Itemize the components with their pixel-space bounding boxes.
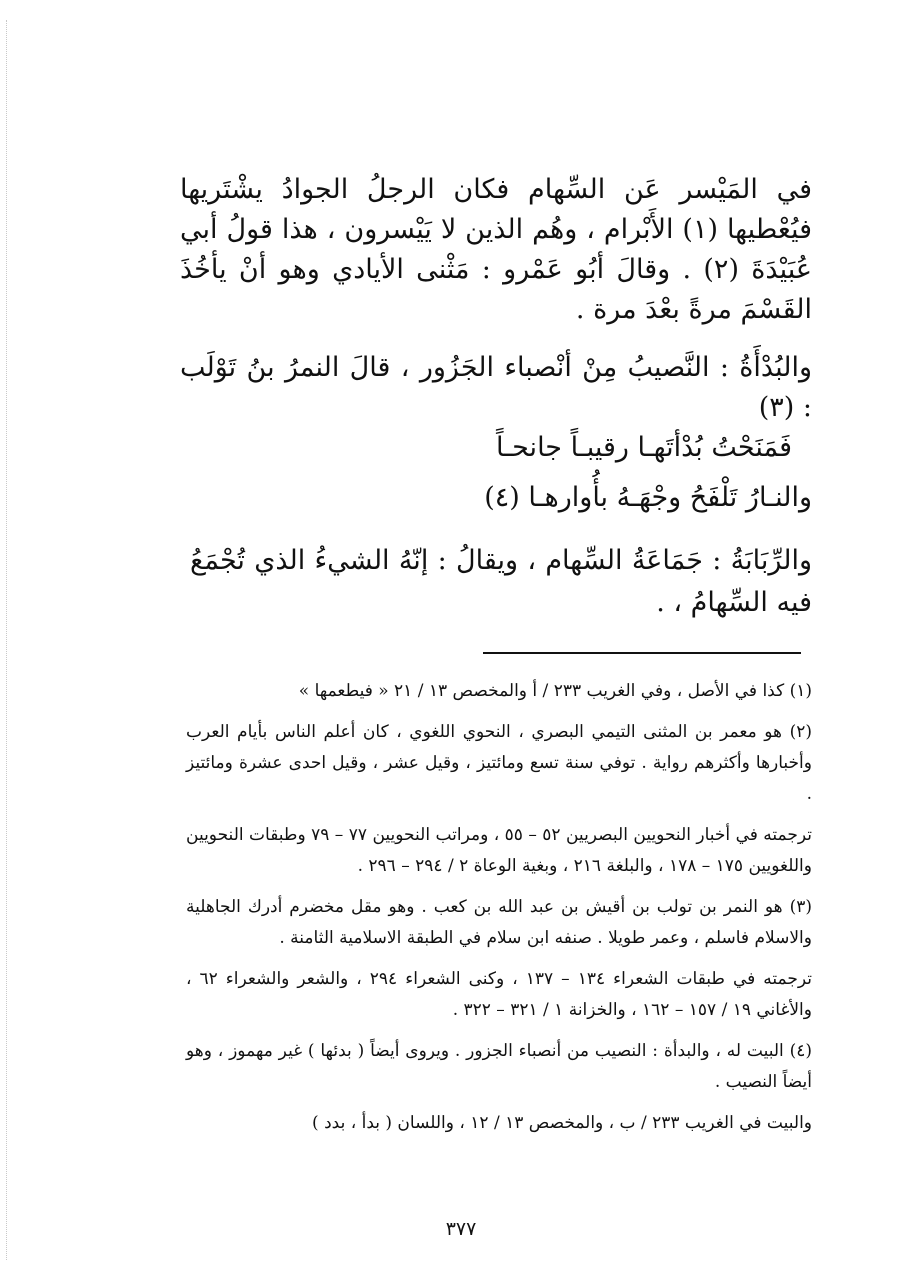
footnote-1: (١) كذا في الأصل ، وفي الغريب ٢٣٣ / أ والمخصص ١٣ / ٢١ « فيطعمها » — [298, 681, 812, 701]
footnote-2-references: ترجمته في أخبار النحويين البصريين ٥٢ – ٥٥ ، ومراتب النحويين ٧٧ – ٧٩ وطبقات النحويين واللغويين ١٧٥ – ١٧٨ ، والبلغة ٢١٦ ، وبغية الوعاة ٢ / ٢٩٤ – ٢٩٦ . — [186, 825, 812, 876]
main-paragraph-3: والرِّبَابَةُ : جَمَاعَةُ السِّهام ، ويقالُ : إنّهُ الشيءُ الذي تُجْمَعُ فيه السِّهامُ ، . — [190, 545, 812, 618]
footnote-4-references: والبيت في الغريب ٢٣٣ / ب ، والمخصص ١٣ / ١٢ ، واللسان ( بدأ ، بدد ) — [312, 1113, 812, 1133]
footnotes-block — [186, 676, 812, 1149]
main-paragraph-2: والبُدْأَةُ : النَّصيبُ مِنْ أنْصباء الجَزُور ، قالَ النمرُ بنُ تَوْلَب : (٣) — [180, 352, 812, 423]
page-number: ٣٧٧ — [445, 1218, 477, 1240]
verse-line-2: والنـارُ تَلْفَحُ وجْهَـهُ بأُوارهـا (٤) — [484, 482, 812, 513]
scan-margin-edge — [6, 20, 9, 1260]
footnote-2: (٢) هو معمر بن المثنى التيمي البصري ، النحوي اللغوي ، كان أعلم الناس بأيام العرب وأخبارها وأكثرهم رواية . توفي سنة تسع ومائتيز ، وقيل عشر ، وقيل احدى عشرة ومائتيز . — [186, 722, 812, 804]
footnote-3-references: ترجمته في طبقات الشعراء ١٣٤ – ١٣٧ ، وكنى الشعراء ٢٩٤ ، والشعر والشعراء ٦٢ ، والأغاني ١٩ / ١٥٧ – ١٦٢ ، والخزانة ١ / ٣٢١ – ٣٢٢ . — [186, 969, 812, 1020]
main-paragraph-1: في المَيْسر عَن السِّهام فكان الرجلُ الجوادُ يشْتَريها فيُعْطيها (١) الأَبْرام ، وهُم الذين لا يَيْسرون ، هذا قولُ أبي عُبَيْدَةَ (٢) . وقالَ أبُو عَمْرو : مَثْنى الأيادي وهو أنْ يأخُذَ القَسْمَ مرةً بعْدَ مرة . — [180, 174, 813, 325]
footnote-separator — [483, 652, 801, 654]
footnote-3: (٣) هو النمر بن تولب بن أقيش بن عبد الله بن كعب . وهو مقل مخضرم أدرك الجاهلية والاسلام فاسلم ، وعمر طويلا . صنفه ابن سلام في الطبقة الاسلامية الثامنة . — [186, 897, 812, 948]
main-text-block-bottom — [190, 540, 812, 642]
verse-line-1: فَمَنَحْتُ بُدْأتَهـا رقيبـاً جانحـاً — [495, 432, 792, 463]
footnote-4: (٤) البيت له ، والبدأة : النصيب من أنصباء الجزور . ويروى أيضاً ( بدئها ) غير مهموز ، وهو أيضاً النصيب . — [186, 1041, 813, 1092]
main-text-block-top — [180, 170, 812, 446]
